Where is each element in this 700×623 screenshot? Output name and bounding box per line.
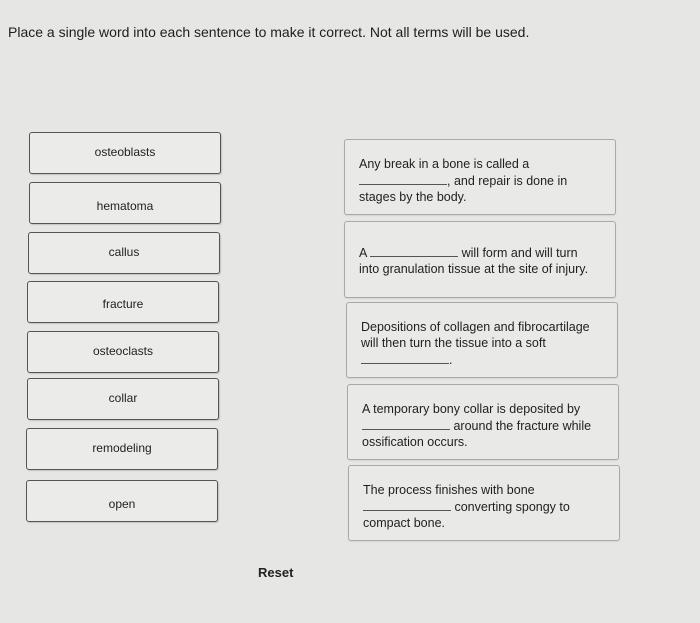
sentence-2-drop-blank[interactable]: [370, 244, 458, 257]
sentence-4-after: around the fracture while ossification occurs.: [362, 419, 592, 449]
sentence-5-after: converting spongy to compact bone.: [363, 500, 570, 530]
sentence-3-before: Depositions of collagen and fibrocartilage will then turn the tissue into a soft: [361, 320, 590, 350]
sentence-box-4: [347, 384, 619, 460]
sentence-5-drop-blank[interactable]: [363, 498, 451, 511]
term-hematoma[interactable]: hematoma: [29, 182, 221, 224]
sentence-2-after: will form and will turn into granulation tissue at the site of injury.: [359, 246, 589, 276]
term-osteoblasts[interactable]: osteoblasts: [29, 132, 221, 174]
sentence-1-before: Any break in a bone is called a: [359, 157, 530, 171]
reset-button[interactable]: Reset: [258, 565, 294, 580]
term-collar[interactable]: collar: [27, 378, 219, 420]
sentence-box-2: [344, 221, 616, 298]
sentence-2-before: A: [359, 246, 367, 260]
sentence-box-1: [344, 139, 616, 215]
sentence-1-after: , and repair is done in stages by the body.: [359, 174, 568, 204]
sentence-3-after: .: [449, 353, 453, 367]
sentence-box-5: [348, 465, 620, 541]
term-fracture[interactable]: fracture: [27, 281, 219, 323]
instructions-text: Place a single word into each sentence to make it correct. Not all terms will be used.: [8, 24, 530, 40]
sentence-3-drop-blank[interactable]: [361, 351, 449, 364]
sentence-box-3: [346, 302, 618, 378]
term-osteoclasts[interactable]: osteoclasts: [27, 331, 219, 373]
sentence-4-before: A temporary bony collar is deposited by: [362, 402, 581, 416]
term-open[interactable]: open: [26, 480, 218, 522]
sentence-4-drop-blank[interactable]: [362, 417, 450, 430]
sentence-1-drop-blank[interactable]: [359, 172, 447, 185]
term-remodeling[interactable]: remodeling: [26, 428, 218, 470]
sentence-5-before: The process finishes with bone: [363, 483, 535, 497]
term-callus[interactable]: callus: [28, 232, 220, 274]
